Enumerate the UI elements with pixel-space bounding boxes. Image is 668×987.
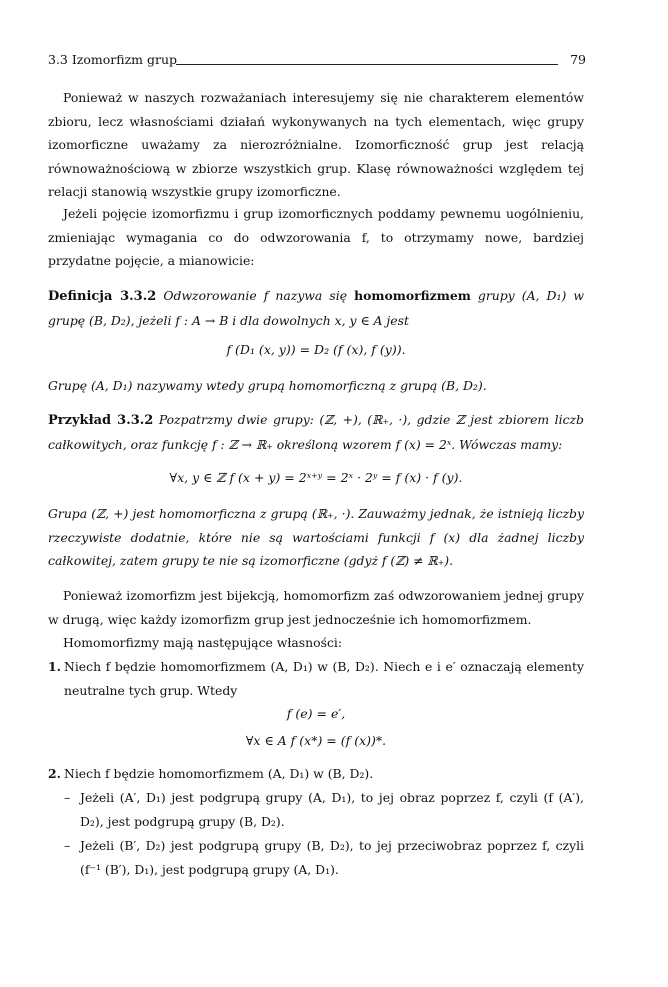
definition-formula: f (D₁ (x, y)) = D₂ (f (x), f (y)). — [226, 342, 406, 357]
header-rule — [176, 64, 558, 65]
list-item-2-sub-2: – Jeżeli (B′, D₂) jest podgrupą grupy (B, D₂), to jej przeciwobraz poprzez f, czyli (f⁻¹ (B′), D₁), jest podgrupą grupy (A, D₁). — [64, 838, 584, 877]
paragraph-1: Ponieważ w naszych rozważaniach interesujemy się nie charakterem elementów zbioru, lecz własnościami działań wykonywanych na tych elementach, więc grupy izomorficzne uważamy za nierozróżnialne. Izomorficzność grup jest relacją równoważnościową w zbiorze wszystkich grup. Klasę równoważności względem tej relacji stanowią wszystkie grupy izomorficzne. — [48, 90, 584, 200]
example-after: Grupa (ℤ, +) jest homomorficzna z grupą (ℝ₊, ·). Zauważmy jednak, że istnieją liczby rzeczywiste dodatnie, które nie są wartościami funkcji f (x) dla żadnej liczby całkowitej, zatem grupy te nie są izomorficzne (gdyż f (ℤ) ≠ ℝ₊). — [48, 506, 584, 569]
paragraph-2: Jeżeli pojęcie izomorfizmu i grup izomorficznych poddamy pewnemu uogólnieniu, zmieniając wymagania co do odwzorowania f, to otrzymamy nowe, bardziej przydatne pojęcie, a mianowicie: — [48, 206, 584, 269]
example-block: Przykład 3.3.2 Pozpatrzmy dwie grupy: (ℤ, +), (ℝ₊, ·), gdzie ℤ jest zbiorem liczb całkowitych, oraz funkcję f : ℤ → ℝ₊ określoną wzorem f (x) = 2ˣ. Wówczas mamy: — [48, 412, 584, 452]
definition-block: Definicja 3.3.2 Odwzorowanie f nazywa się homomorfizmem grupy (A, D₁) w grupę (B, D₂), jeżeli f : A → B i dla dowolnych x, y ∈ A jest — [48, 288, 584, 328]
example-formula: ∀x, y ∈ ℤ f (x + y) = 2ˣ⁺ʸ = 2ˣ · 2ʸ = f (x) · f (y). — [169, 470, 463, 485]
item1-formula-1: f (e) = e′, — [286, 706, 346, 721]
definition-after: Grupę (A, D₁) nazywamy wtedy grupą homomorficzną z grupą (B, D₂). — [48, 378, 487, 393]
paragraph-4: Homomorfizmy mają następujące własności: — [63, 635, 343, 650]
list-item-2-sub-1: – Jeżeli (A′, D₁) jest podgrupą grupy (A, D₁), to jej obraz poprzez f, czyli (f (A′), D₂), jest podgrupą grupy (B, D₂). — [64, 790, 584, 829]
section-title: 3.3 Izomorfizm grup — [48, 52, 178, 67]
item1-formula-2: ∀x ∈ A f (x*) = (f (x))*. — [245, 733, 387, 748]
running-header — [48, 52, 586, 70]
list-item-1: 1. Niech f będzie homomorfizmem (A, D₁) w (B, D₂). Niech e i e′ oznaczają elementy neutralne tych grup. Wtedy — [48, 659, 584, 698]
paragraph-3: Ponieważ izomorfizm jest bijekcją, homomorfizm zaś odwzorowaniem jednej grupy w drugą, więc każdy izomorfizm grup jest jednocześnie ich homomorfizmem. — [48, 588, 584, 627]
list-item-2: 2. Niech f będzie homomorfizmem (A, D₁) w (B, D₂). — [48, 766, 374, 781]
example-label: Przykład 3.3.2 — [48, 413, 154, 428]
definition-term: homomorfizmem — [354, 288, 471, 303]
page-number: 79 — [570, 52, 586, 67]
definition-label: Definicja 3.3.2 — [48, 289, 157, 304]
